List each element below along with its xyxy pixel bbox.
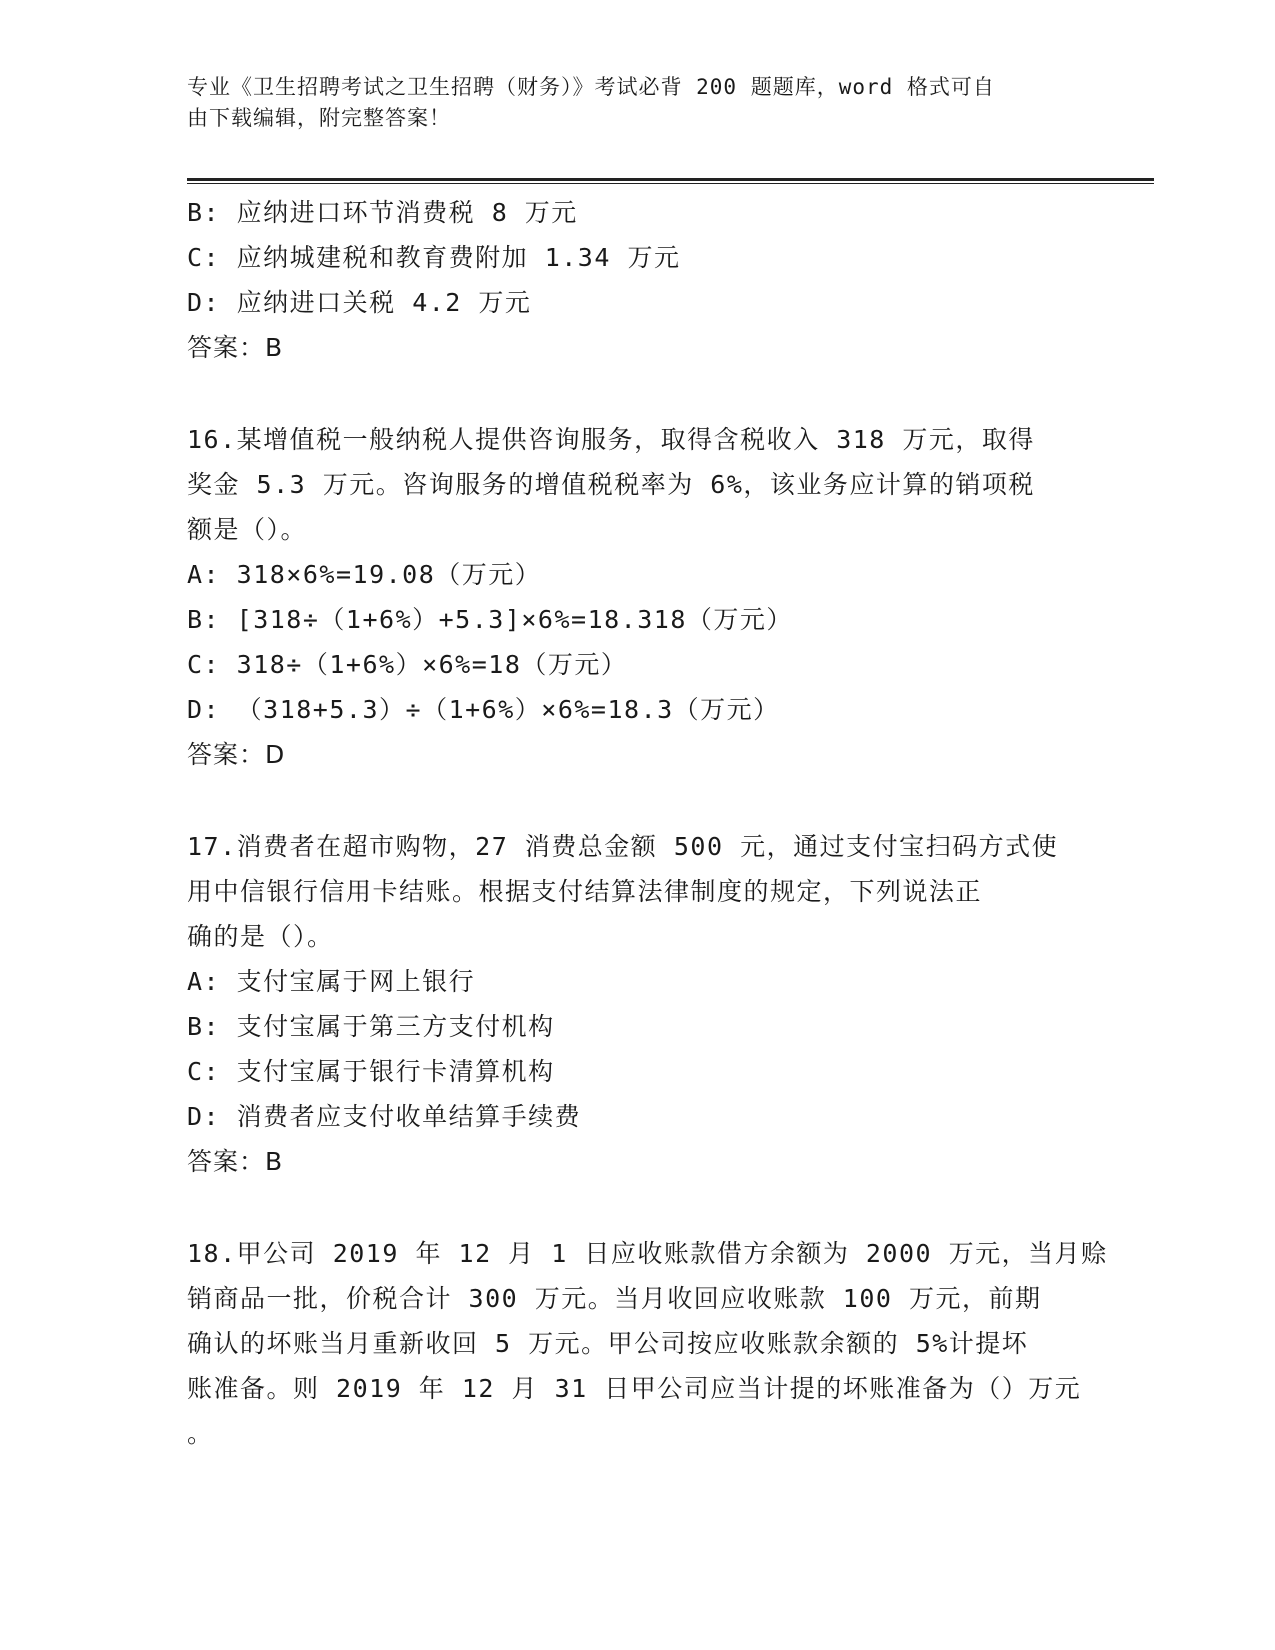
question-text-line: 18.甲公司 2019 年 12 月 1 日应收账款借方余额为 2000 万元，当月赊 [187,1239,1108,1268]
option-c: C: 支付宝属于银行卡清算机构 [187,1057,555,1086]
option-b: B: 应纳进口环节消费税 8 万元 [187,198,578,227]
question-17 [187,824,1087,1184]
header-divider-thick [187,178,1154,181]
question-16 [187,417,1087,777]
question-15-tail [187,190,1087,370]
question-text-line: 确的是（）。 [187,922,334,951]
question-text-line: 用中信银行信用卡结账。根据支付结算法律制度的规定，下列说法正 [187,877,983,906]
option-c: C: 应纳城建税和教育费附加 1.34 万元 [187,243,681,272]
question-text-line: 16.某增值税一般纳税人提供咨询服务，取得含税收入 318 万元，取得 [187,425,1035,454]
option-b: B: [318÷（1+6%）+5.3]×6%=18.318（万元） [187,605,793,634]
document-header [187,72,1087,134]
option-b: B: 支付宝属于第三方支付机构 [187,1012,555,1041]
question-text-line: 账准备。则 2019 年 12 月 31 日甲公司应当计提的坏账准备为（）万元 [187,1374,1082,1403]
question-text-line: 17.消费者在超市购物，27 消费总金额 500 元，通过支付宝扫码方式使 [187,832,1059,861]
question-18 [187,1231,1108,1456]
header-line-1: 专业《卫生招聘考试之卫生招聘（财务）》考试必背 200 题题库，word 格式可自 [187,75,995,99]
option-d: D: 应纳进口关税 4.2 万元 [187,288,532,317]
answer-label: 答案：B [187,333,284,362]
option-d: D: （318+5.3）÷（1+6%）×6%=18.3（万元） [187,695,780,724]
question-text-line: 。 [187,1419,214,1448]
header-line-2: 由下载编辑，附完整答案！ [187,106,451,130]
header-divider-thin [187,183,1154,184]
question-text-line: 奖金 5.3 万元。咨询服务的增值税税率为 6%，该业务应计算的销项税 [187,470,1035,499]
question-list [187,190,1108,1456]
option-a: A: 支付宝属于网上银行 [187,967,476,996]
question-text-line: 销商品一批，价税合计 300 万元。当月收回应收账款 100 万元，前期 [187,1284,1042,1313]
answer-label: 答案：D [187,740,286,769]
answer-label: 答案：B [187,1147,284,1176]
option-c: C: 318÷（1+6%）×6%=18（万元） [187,650,628,679]
question-text-line: 确认的坏账当月重新收回 5 万元。甲公司按应收账款余额的 5%计提坏 [187,1329,1029,1358]
option-d: D: 消费者应支付收单结算手续费 [187,1102,582,1131]
question-text-line: 额是（）。 [187,515,308,544]
option-a: A: 318×6%=19.08（万元） [187,560,542,589]
